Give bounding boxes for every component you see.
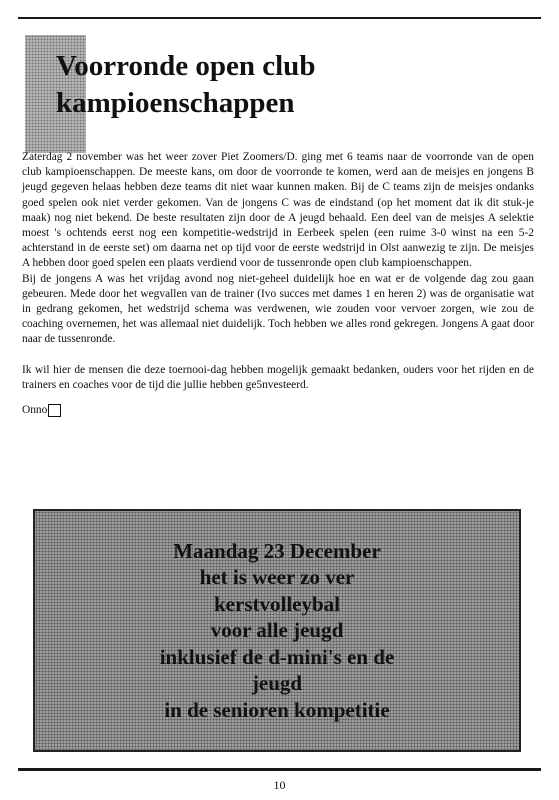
paragraph-1: Zaterdag 2 november was het weer zover Piet Zoomers/D. ging met 6 teams naar de voorronde van de open club kampioenschappen. De meeste kans, om door de voorronde te komen, werd aan de meisjes en jongens B jeugd gegeven helaas hebben deze teams dit niet waar kunnen maken. Bij de C teams zijn de meisjes ondanks goed spelen ook niet verder gekomen. Van de jongens C was de eindstand (op het moment dat ik dit stuk-je maak) nog niet bekend. De beste resultaten zijn door de A jeugd behaald. Een deel van de meisjes A selektie moest 's ochtends eerst nog een kompetitie-wedstrijd in Eerbeek spelen (een ruime 3-0 winst na een 5-2 achterstand in de eerste set) om daarna net op tijd voor de eerste wedstrijd in Olst aanwezig te zijn. De meisjes A hebben door goed spelen een plaats verdiend voor de tussenronde open club kampioenschappen. <box>22 151 534 270</box>
announcement-line-1: Maandag 23 December <box>173 538 381 563</box>
square-box-icon <box>48 404 61 417</box>
paragraph-2: Bij de jongens A was het vrijdag avond nog niet-geheel duidelijk hoe en wat er de volgende dag zou gaan gebeuren. Mede door het wegvallen van de trainer (Ivo succes met dames 1 en heren 2) was de organisatie wat in gedrang gekomen, het wedstrijd schema was verdwenen, wie zouden voor vervoer zorgen, wie zou de coaching overnemen, het was allemaal niet duidelijk. Toch hebben we alles rond gekregen. Jongens A gaat door naar de tussenronde. <box>22 272 534 346</box>
top-rule <box>18 17 541 19</box>
article-title <box>56 48 315 122</box>
signature <box>22 403 534 418</box>
announcement-line-4: voor alle jeugd <box>210 618 344 643</box>
paragraph-3: Ik wil hier de mensen die deze toernooi-dag hebben mogelijk gemaakt bedanken, ouders voor het rijden en de trainers en coaches voor de tijd die jullie hebben ge5nvesteerd. <box>22 363 534 391</box>
article-body <box>22 150 534 418</box>
title-line-1: Voorronde open club <box>56 50 316 82</box>
bottom-rule <box>18 768 541 771</box>
announcement-line-5: inklusief de d-mini's en de <box>159 644 395 669</box>
announcement-line-3: kerstvolleybal <box>214 591 340 616</box>
announcement-line-2: het is weer zo ver <box>199 565 355 590</box>
page-number: 10 <box>273 778 286 792</box>
announcement-line-7: in de senioren kompetitie <box>164 697 390 722</box>
announcement-line-6: jeugd <box>251 671 303 696</box>
announcement-box <box>33 509 521 752</box>
title-line-2: kampioenschappen <box>56 87 295 119</box>
signature-name: Onno <box>22 404 48 417</box>
